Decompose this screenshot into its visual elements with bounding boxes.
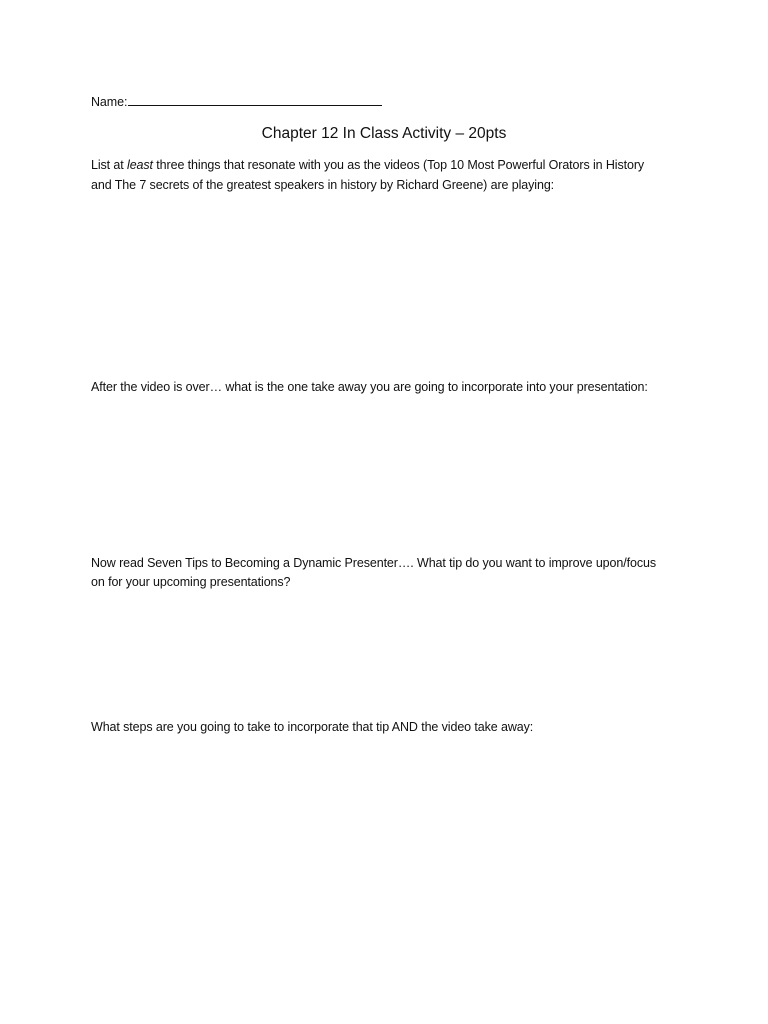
name-blank-line[interactable] bbox=[128, 93, 382, 106]
question-1-rest: three things that resonate with you as the videos (Top 10 Most Powerful Orators in History bbox=[152, 158, 645, 172]
page-title: Chapter 12 In Class Activity – 20pts bbox=[261, 125, 507, 142]
name-label: Name: bbox=[91, 95, 128, 109]
question-1-emphasis: least bbox=[127, 158, 153, 172]
question-2: After the video is over… what is the one take away you are going to incorporate into your presentation: bbox=[91, 380, 648, 394]
question-3-line-1: Now read Seven Tips to Becoming a Dynamic Presenter…. What tip do you want to improve upon/focus bbox=[91, 556, 656, 570]
name-field-row bbox=[91, 93, 382, 112]
question-4: What steps are you going to take to incorporate that tip AND the video take away: bbox=[91, 720, 534, 734]
question-1-line-1 bbox=[91, 156, 644, 175]
question-1-prefix: List at bbox=[91, 158, 128, 172]
question-3-line-2: on for your upcoming presentations? bbox=[91, 575, 291, 589]
question-1-line-2: and The 7 secrets of the greatest speakers in history by Richard Greene) are playing: bbox=[91, 178, 555, 192]
